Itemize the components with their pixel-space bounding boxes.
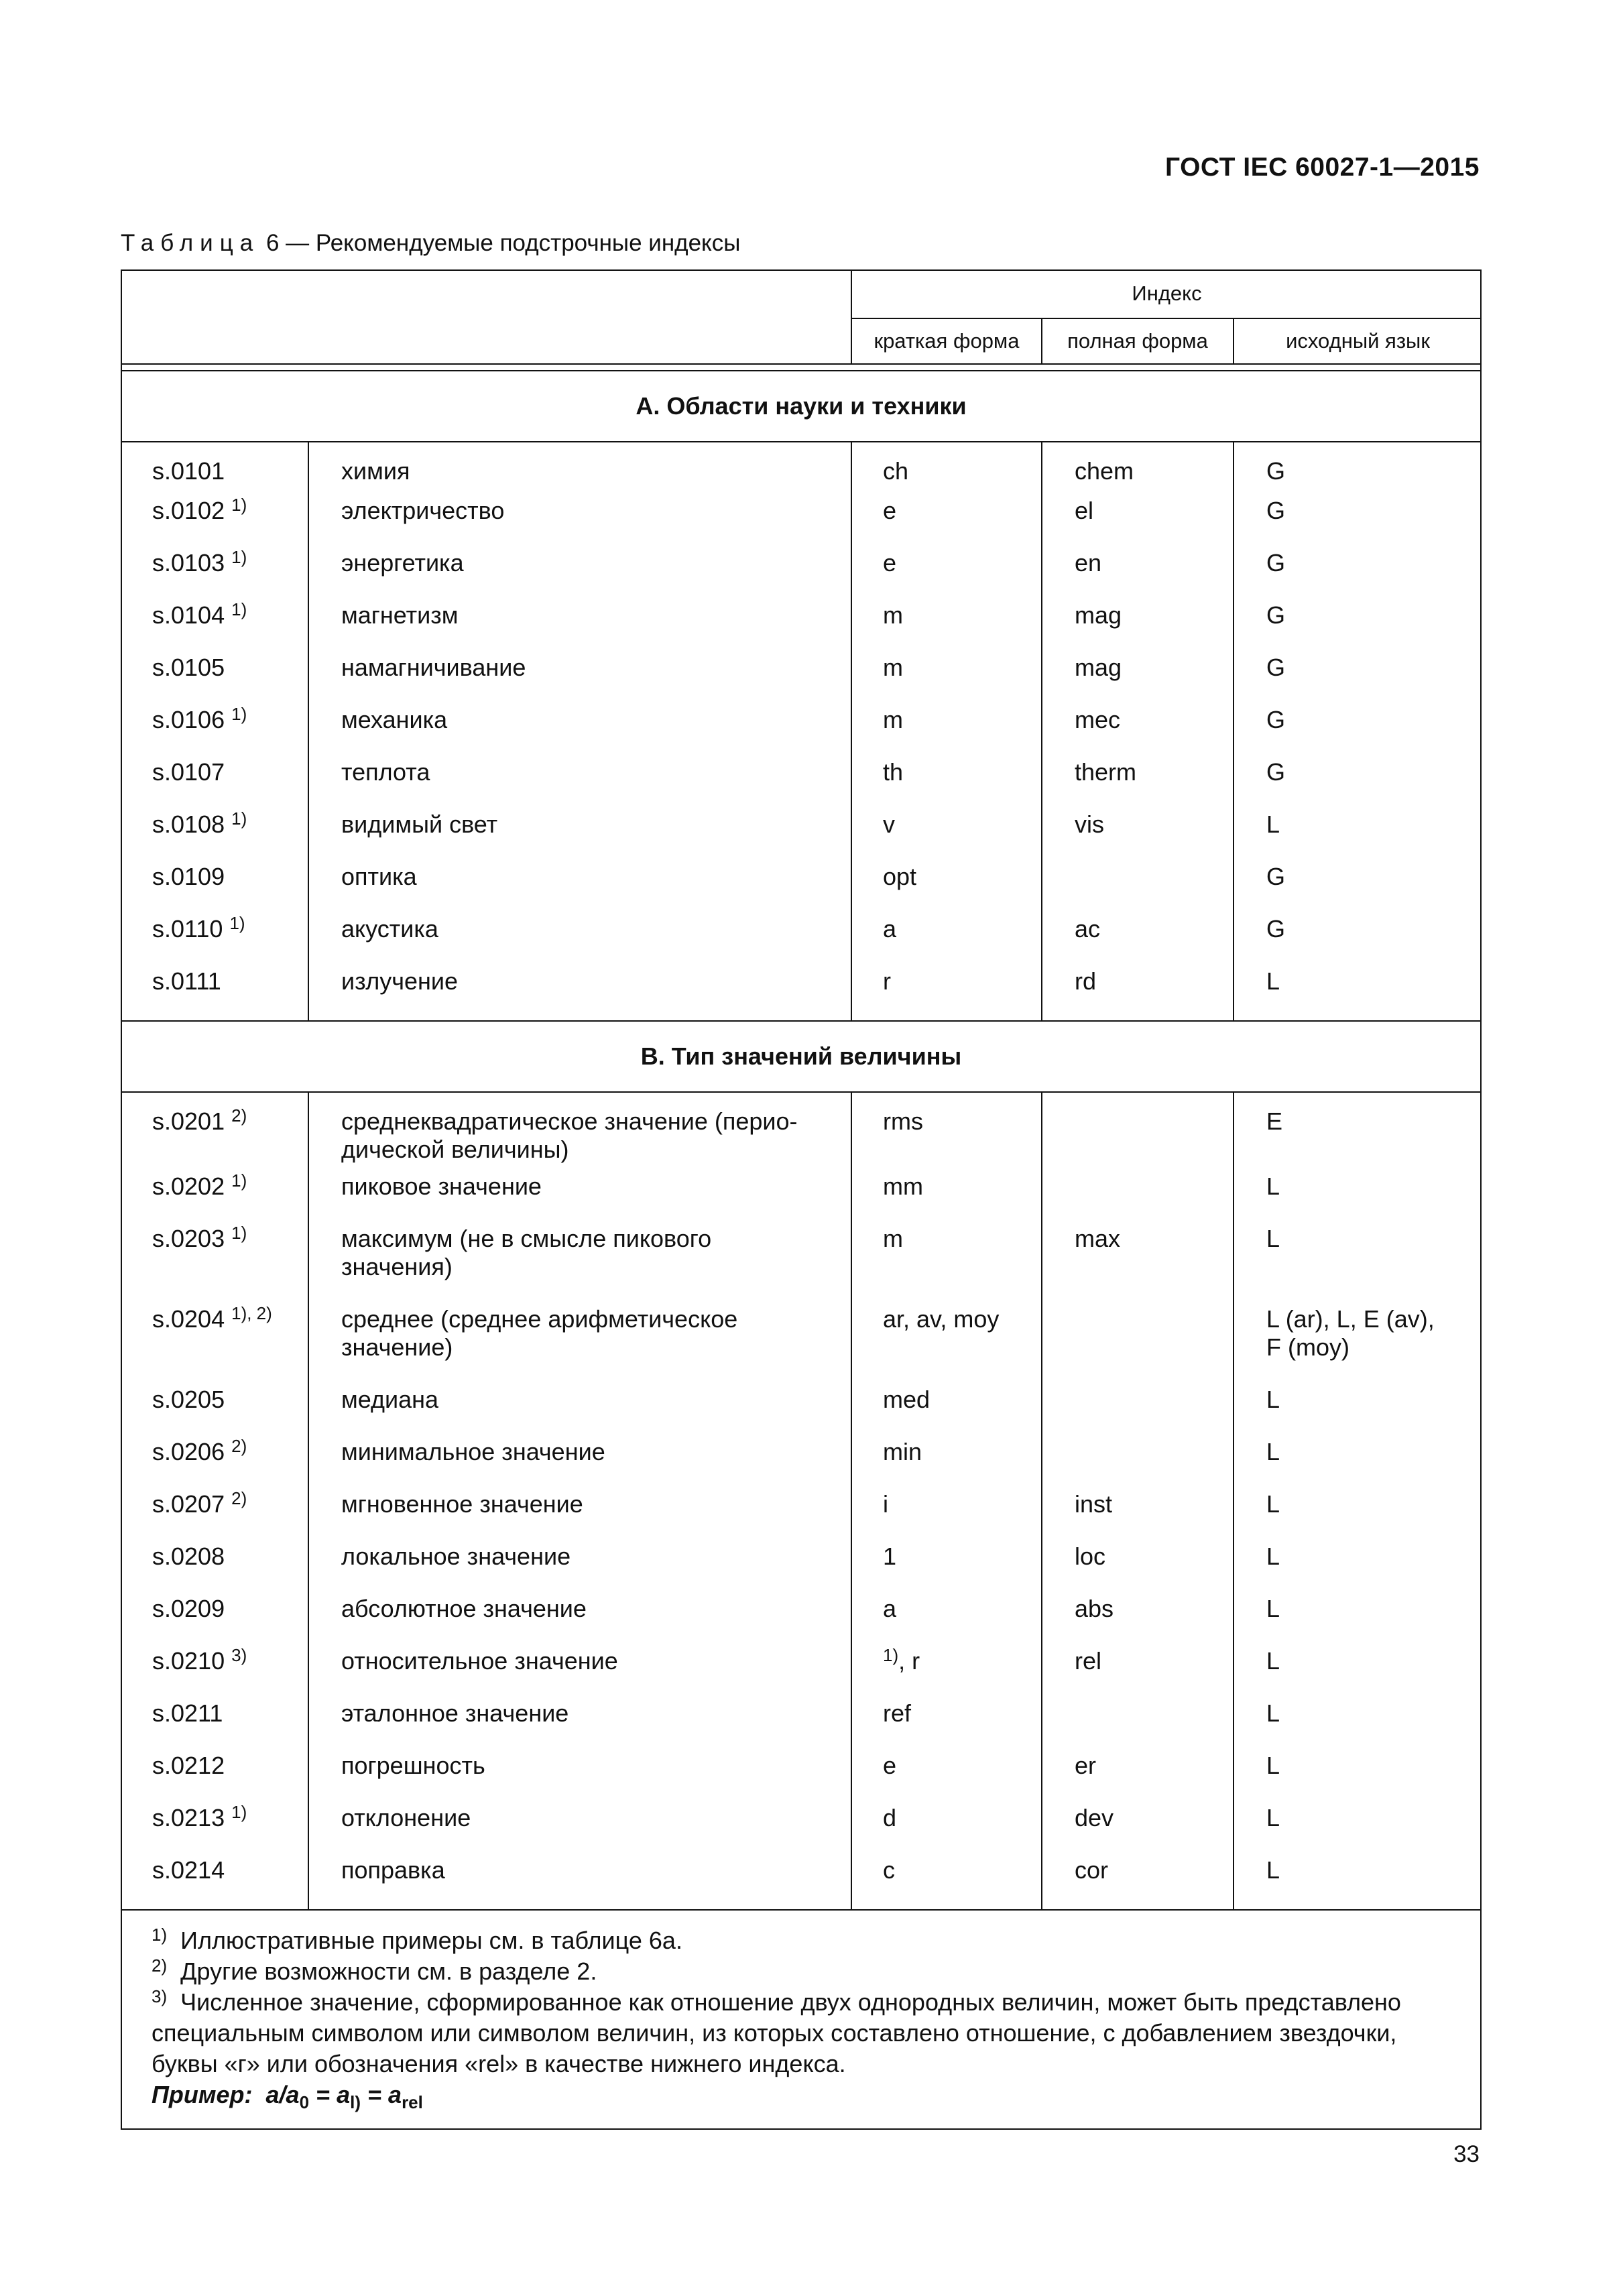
code: s.0202: [152, 1172, 225, 1200]
code-cell: [121, 497, 308, 549]
footnote-text: Численное значение, сформированное как отношение двух однородных величин, может быть представлено специальным символом или символом величин, из которых составлено отношение, с добавлением звездочки, буквы «г» или обозначения «rel» в качестве нижнего индекса.: [152, 1988, 1401, 2077]
table-row: [121, 654, 1482, 706]
source-language: L: [1266, 1438, 1280, 1465]
field-name: акустика: [308, 915, 851, 967]
full-form: dev: [1042, 1804, 1234, 1856]
field-name: энергетика: [308, 549, 851, 601]
source-language: G: [1266, 863, 1286, 890]
source-language: L: [1266, 1647, 1280, 1675]
code-cell: [121, 1172, 308, 1225]
short-form-cell: [851, 1172, 1042, 1225]
short-form: med: [883, 1386, 930, 1413]
section-title: A. Области науки и техники: [121, 371, 1482, 442]
table-row: [121, 1172, 1482, 1225]
table-row: [121, 915, 1482, 967]
field-name: минимальное значение: [308, 1438, 851, 1490]
code-cell: [121, 1305, 308, 1386]
code-cell: [121, 1386, 308, 1438]
table-row: [121, 1856, 1482, 1910]
field-name: оптика: [308, 863, 851, 915]
table-caption-title: — Рекомендуемые подстрочные индексы: [286, 230, 741, 256]
field-name: мгновенное значение: [308, 1490, 851, 1543]
full-form: [1042, 1092, 1234, 1172]
table-row: [121, 1804, 1482, 1856]
table-row: [121, 497, 1482, 549]
short-form: a: [883, 1595, 897, 1622]
source-language: L: [1266, 1699, 1280, 1727]
header-short-form: краткая форма: [851, 318, 1042, 364]
short-form-cell: [851, 810, 1042, 863]
footnote: [152, 1987, 1455, 2079]
table-row: [121, 1752, 1482, 1804]
table-caption: [121, 230, 740, 257]
full-form: vis: [1042, 810, 1234, 863]
table-row: [121, 1386, 1482, 1438]
code-cell: [121, 1856, 308, 1910]
table-row: [121, 1438, 1482, 1490]
table-row: [121, 442, 1482, 497]
header-full-form: полная форма: [1042, 318, 1234, 364]
footnote-ref: 1): [231, 1223, 247, 1243]
code: s.0110: [152, 915, 223, 943]
footnote: [152, 1956, 1455, 1987]
code-cell: [121, 601, 308, 654]
code: s.0207: [152, 1490, 225, 1518]
table-row: [121, 1092, 1482, 1172]
short-form: m: [883, 1225, 903, 1252]
short-form-cell: [851, 967, 1042, 1021]
example-formula: a/a: [265, 2081, 300, 2108]
source-language: L: [1266, 1490, 1280, 1518]
header-index-group: Индекс: [851, 269, 1482, 318]
field-name: химия: [308, 442, 851, 497]
code: s.0205: [152, 1386, 225, 1413]
table-row: [121, 706, 1482, 758]
code-cell: [121, 549, 308, 601]
footnote-ref: 3): [231, 1645, 247, 1665]
table-row: [121, 1647, 1482, 1699]
short-form: d: [883, 1804, 897, 1831]
field-name: погрешность: [308, 1752, 851, 1804]
short-form: m: [883, 706, 903, 733]
code-cell: [121, 1490, 308, 1543]
short-form-cell: [851, 1438, 1042, 1490]
short-form-cell: [851, 601, 1042, 654]
footnote-ref: 2): [231, 1488, 247, 1508]
short-form-cell: [851, 1699, 1042, 1752]
code-cell: [121, 1752, 308, 1804]
footnote-ref: 1): [231, 1170, 247, 1191]
field-name: среднее (среднее арифметическое значение): [308, 1305, 851, 1386]
footnote-ref: 1): [883, 1645, 899, 1665]
field-name: видимый свет: [308, 810, 851, 863]
code-cell: [121, 810, 308, 863]
short-form: v: [883, 810, 895, 838]
table-row: [121, 967, 1482, 1021]
footnotes-cell: [121, 1910, 1482, 2130]
code: s.0208: [152, 1543, 225, 1570]
example-subscript: l): [350, 2092, 361, 2112]
code: s.0111: [152, 967, 221, 995]
code: s.0105: [152, 654, 225, 681]
short-form-cell: [851, 915, 1042, 967]
code: s.0109: [152, 863, 225, 890]
short-form: i: [883, 1490, 888, 1518]
code: s.0209: [152, 1595, 225, 1622]
short-form-cell: [851, 1856, 1042, 1910]
short-form-cell: [851, 1543, 1042, 1595]
footnote-ref: 1): [231, 704, 247, 724]
example-formula: = a: [309, 2081, 351, 2108]
code: s.0210: [152, 1647, 225, 1675]
footnote-ref: 1): [229, 913, 245, 933]
footnote-ref: 1): [231, 808, 247, 829]
short-form: r: [883, 967, 891, 995]
code-cell: [121, 1595, 308, 1647]
footnote-ref: 1), 2): [231, 1303, 272, 1323]
footnote-ref: 1): [231, 547, 247, 567]
source-language: L: [1266, 810, 1280, 838]
source-language: E: [1266, 1107, 1283, 1135]
code: s.0106: [152, 706, 225, 733]
footnote-ref: 2): [231, 1105, 247, 1126]
code: s.0108: [152, 810, 225, 838]
section-title: B. Тип значений величины: [121, 1021, 1482, 1092]
table-row: [121, 1543, 1482, 1595]
source-language: L: [1266, 1543, 1280, 1570]
footnote-ref: 2): [231, 1436, 247, 1456]
full-form: [1042, 1386, 1234, 1438]
short-form: rms: [883, 1107, 923, 1135]
full-form: rd: [1042, 967, 1234, 1021]
field-name: теплота: [308, 758, 851, 810]
full-form: max: [1042, 1225, 1234, 1305]
field-name: пиковое значение: [308, 1172, 851, 1225]
short-form: c: [883, 1856, 895, 1884]
code-cell: [121, 967, 308, 1021]
field-name: эталонное значение: [308, 1699, 851, 1752]
full-form: therm: [1042, 758, 1234, 810]
short-form: ar, av, moy: [883, 1305, 1000, 1333]
short-form: e: [883, 1752, 897, 1779]
footnote: [152, 1925, 1455, 1956]
footnote-text: Другие возможности см. в разделе 2.: [180, 1957, 597, 1985]
short-form: th: [883, 758, 904, 786]
short-form-cell: [851, 706, 1042, 758]
short-form-cell: [851, 1804, 1042, 1856]
short-form-cell: [851, 442, 1042, 497]
source-language: G: [1266, 706, 1286, 733]
source-language: L: [1266, 1752, 1280, 1779]
field-name: относительное значение: [308, 1647, 851, 1699]
short-form: mm: [883, 1172, 923, 1200]
example-subscript: 0: [299, 2092, 310, 2112]
source-language: G: [1266, 654, 1286, 681]
source-language: G: [1266, 457, 1286, 485]
source-language: G: [1266, 758, 1286, 786]
table-row: [121, 1305, 1482, 1386]
field-name: излучение: [308, 967, 851, 1021]
field-name: медиана: [308, 1386, 851, 1438]
full-form: abs: [1042, 1595, 1234, 1647]
short-form: m: [883, 654, 903, 681]
code-cell: [121, 1092, 308, 1172]
source-language: L (ar), L, E (av), F (moy): [1266, 1305, 1435, 1361]
footnote-mark: 3): [152, 1986, 168, 2006]
short-form: ch: [883, 457, 909, 485]
table-row: [121, 1490, 1482, 1543]
field-name: электричество: [308, 497, 851, 549]
table-row: [121, 549, 1482, 601]
short-form-cell: [851, 863, 1042, 915]
code-cell: [121, 1225, 308, 1305]
full-form: chem: [1042, 442, 1234, 497]
short-form-cell: [851, 758, 1042, 810]
short-form: e: [883, 549, 897, 577]
short-form-cell: [851, 654, 1042, 706]
source-language: L: [1266, 1386, 1280, 1413]
code-cell: [121, 915, 308, 967]
source-language: G: [1266, 601, 1286, 629]
table-row: [121, 1699, 1482, 1752]
field-name: магнетизм: [308, 601, 851, 654]
short-form: min: [883, 1438, 922, 1465]
field-name: поправка: [308, 1856, 851, 1910]
table-row: [121, 810, 1482, 863]
code-cell: [121, 442, 308, 497]
full-form: mag: [1042, 601, 1234, 654]
example-formula: = a: [361, 2081, 402, 2108]
example-subscript: rel: [402, 2092, 423, 2112]
code: s.0212: [152, 1752, 225, 1779]
source-language: L: [1266, 1804, 1280, 1831]
footnote-ref: 1): [231, 495, 247, 515]
short-form-cell: [851, 1305, 1042, 1386]
table-row: [121, 1225, 1482, 1305]
short-form-cell: [851, 1490, 1042, 1543]
short-form: , r: [898, 1647, 920, 1675]
short-form-cell: [851, 1225, 1042, 1305]
source-language: G: [1266, 915, 1286, 943]
short-form: ref: [883, 1699, 912, 1727]
code-cell: [121, 1647, 308, 1699]
full-form: [1042, 1305, 1234, 1386]
table-caption-prefix: Таблица: [121, 230, 260, 256]
footnote-mark: 1): [152, 1925, 168, 1945]
code: s.0203: [152, 1225, 225, 1252]
full-form: en: [1042, 549, 1234, 601]
short-form-cell: [851, 497, 1042, 549]
source-language: L: [1266, 1856, 1280, 1884]
header-empty-cell: [121, 269, 851, 364]
code-cell: [121, 1438, 308, 1490]
source-language: L: [1266, 967, 1280, 995]
code: s.0211: [152, 1699, 223, 1727]
short-form-cell: [851, 1647, 1042, 1699]
document-code: ГОСТ IEC 60027-1—2015: [1164, 153, 1480, 182]
code-cell: [121, 706, 308, 758]
footnote-ref: 1): [231, 1802, 247, 1822]
field-name: механика: [308, 706, 851, 758]
code: s.0104: [152, 601, 225, 629]
code: s.0107: [152, 758, 225, 786]
full-form: ac: [1042, 915, 1234, 967]
full-form: loc: [1042, 1543, 1234, 1595]
source-language: G: [1266, 549, 1286, 577]
short-form: opt: [883, 863, 917, 890]
code: s.0102: [152, 497, 225, 524]
full-form: [1042, 863, 1234, 915]
subscripts-table: [121, 269, 1482, 2130]
code-cell: [121, 1804, 308, 1856]
field-name: намагничивание: [308, 654, 851, 706]
full-form: [1042, 1172, 1234, 1225]
full-form: cor: [1042, 1856, 1234, 1910]
table-caption-number: 6: [265, 230, 280, 256]
code: s.0213: [152, 1804, 225, 1831]
field-name: отклонение: [308, 1804, 851, 1856]
example-label: Пример:: [152, 2081, 253, 2108]
full-form: [1042, 1438, 1234, 1490]
full-form: inst: [1042, 1490, 1234, 1543]
source-language: L: [1266, 1172, 1280, 1200]
full-form: [1042, 1699, 1234, 1752]
code-cell: [121, 654, 308, 706]
short-form: a: [883, 915, 897, 943]
full-form: mag: [1042, 654, 1234, 706]
short-form: e: [883, 497, 897, 524]
code-cell: [121, 1543, 308, 1595]
field-name: среднеквадратическое значение (перио- дической величины): [308, 1092, 851, 1172]
field-name: максимум (не в смысле пикового значения): [308, 1225, 851, 1305]
short-form: m: [883, 601, 903, 629]
short-form: 1: [883, 1543, 897, 1570]
full-form: rel: [1042, 1647, 1234, 1699]
footnote-ref: 1): [231, 599, 247, 619]
section-header: [121, 371, 1482, 442]
full-form: er: [1042, 1752, 1234, 1804]
header-source-language: исходный язык: [1286, 329, 1430, 353]
table-row: [121, 863, 1482, 915]
footnote-text: Иллюстративные примеры см. в таблице 6а.: [180, 1927, 682, 1954]
code-cell: [121, 758, 308, 810]
code: s.0214: [152, 1856, 225, 1884]
code-cell: [121, 863, 308, 915]
source-language: L: [1266, 1225, 1280, 1252]
short-form-cell: [851, 549, 1042, 601]
full-form: mec: [1042, 706, 1234, 758]
source-language: L: [1266, 1595, 1280, 1622]
footnotes: [121, 1911, 1482, 2130]
short-form-cell: [851, 1595, 1042, 1647]
code-cell: [121, 1699, 308, 1752]
code: s.0103: [152, 549, 225, 577]
code: s.0204: [152, 1305, 225, 1333]
page-number: 33: [1453, 2141, 1480, 2167]
code: s.0206: [152, 1438, 225, 1465]
table-row: [121, 601, 1482, 654]
table-row: [121, 758, 1482, 810]
short-form-cell: [851, 1752, 1042, 1804]
short-form-cell: [851, 1386, 1042, 1438]
code: s.0101: [152, 457, 225, 485]
short-form-cell: [851, 1092, 1042, 1172]
example: [152, 2079, 1455, 2118]
field-name: локальное значение: [308, 1543, 851, 1595]
footnote-mark: 2): [152, 1955, 168, 1976]
full-form: el: [1042, 497, 1234, 549]
field-name: абсолютное значение: [308, 1595, 851, 1647]
table-row: [121, 1595, 1482, 1647]
code: s.0201: [152, 1107, 225, 1135]
source-language: G: [1266, 497, 1286, 524]
section-header: [121, 1021, 1482, 1092]
